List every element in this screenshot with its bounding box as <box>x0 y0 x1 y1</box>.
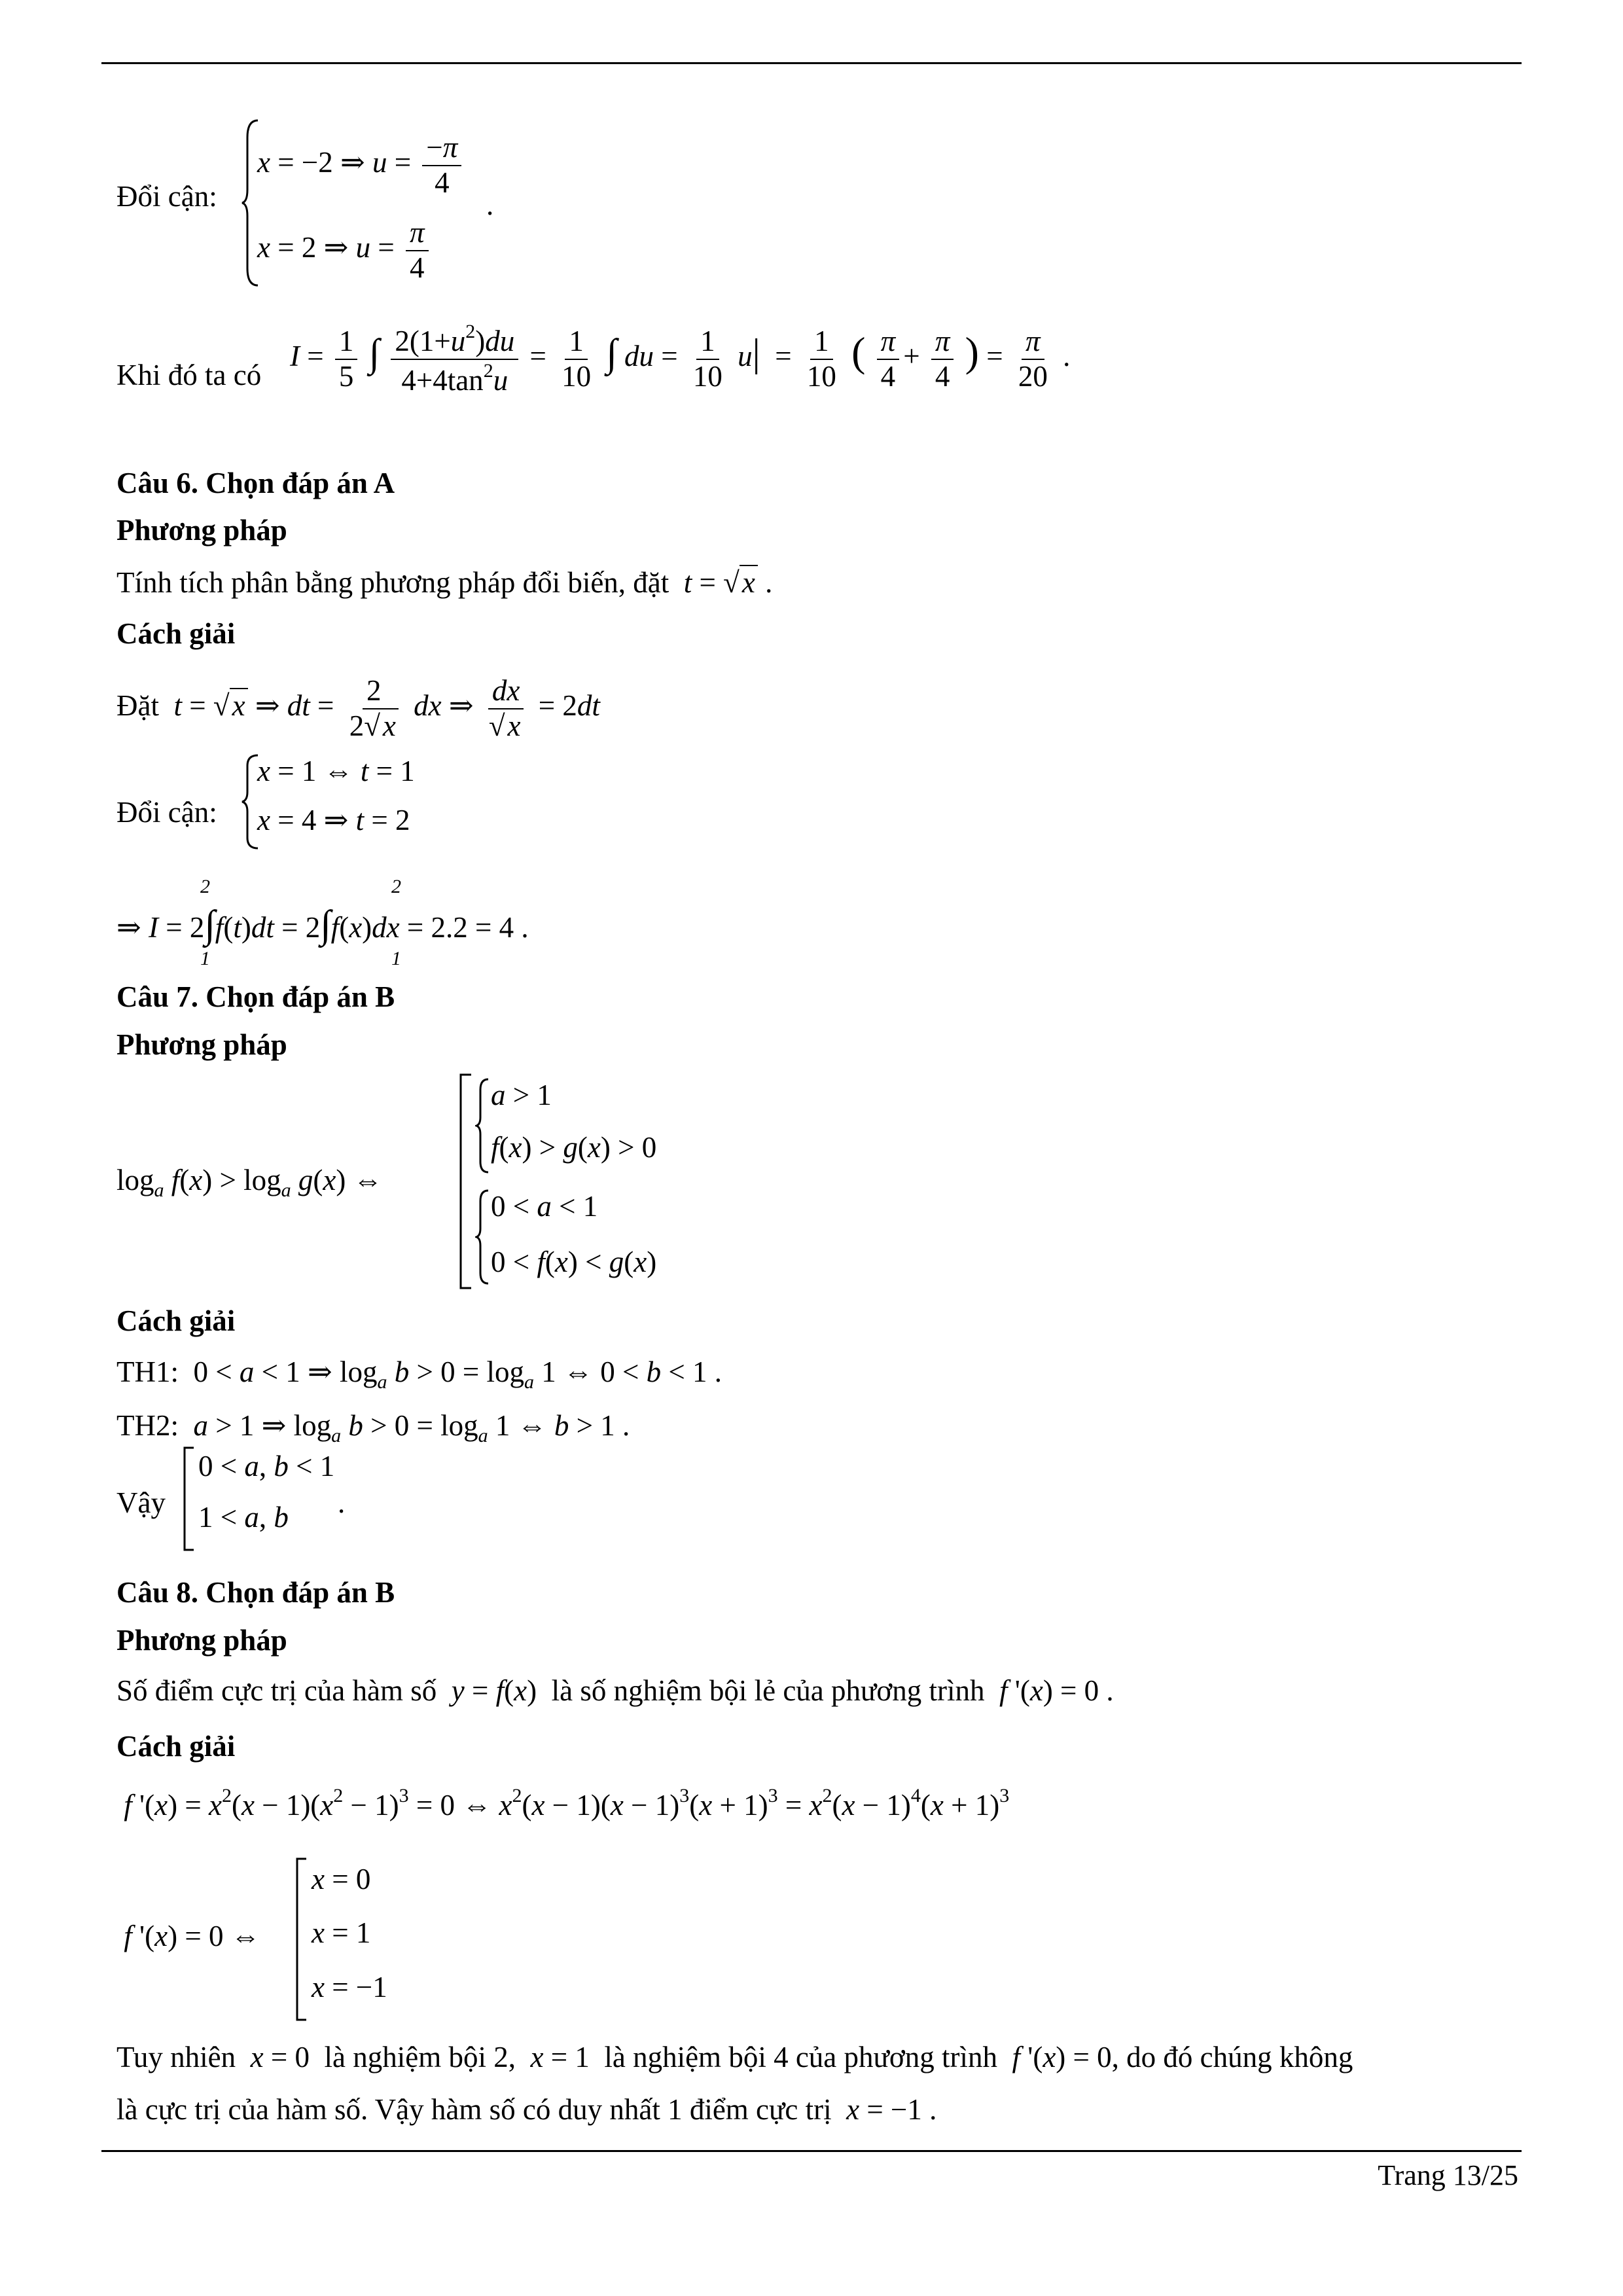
q7-method-heading: Phương pháp <box>116 1028 287 1061</box>
q6-solution-heading: Cách giải <box>116 617 236 650</box>
q6-substitution: Đặt t = √x ⇒ dt = $\frac{2}{2√x}$ dx ⇒ $\frac{dx}{√x}$ = 2dt <box>116 674 600 742</box>
q6-method-heading: Phương pháp <box>116 514 287 547</box>
q8-method-heading: Phương pháp <box>116 1624 287 1657</box>
q8-solution-heading: Cách giải <box>116 1730 236 1763</box>
q7-conclusion-label: Vậy <box>116 1486 166 1519</box>
bracket <box>458 1073 474 1289</box>
q6-result: ⇒ I = 2∫f(t)dt = 2∫f(x)dx = 2.2 = 4 . <box>116 903 529 946</box>
q7-log-rule: $\log_a f(x) > \log_a g(x)$ ⇔ <box>116 1164 383 1201</box>
left-brace <box>475 1077 490 1175</box>
bound-row-2: x = 2 ⇒ u = $\frac{\pi}{4}$ <box>257 216 433 285</box>
q8-conclusion-line-2: là cực trị của hàm số. Vậy hàm số có duy nhất 1 điểm cực trị x = −1 . <box>116 2093 937 2126</box>
left-brace <box>475 1188 490 1286</box>
footer-rule <box>101 2150 1522 2152</box>
q7-heading: Câu 7. Chọn đáp án B <box>116 980 395 1013</box>
page-number: Trang 13/25 <box>1378 2159 1518 2191</box>
header-rule <box>101 62 1522 64</box>
bound-row-1: x = −2 ⇒ u = $\frac{-\pi}{4}$ <box>257 131 465 200</box>
intro-khi-do-label: Khi đó ta có <box>116 359 262 391</box>
integral-result-u: I = $\frac{1}{5}$ ∫ $\frac{2(1+u^2)du}{4+4\tan^2u}$ = $\frac{1}{10}$ ∫ du = $\frac{1}{10}$ u| = $\frac{1}{10}$ ( $\frac{\pi}{4}$ + $\frac{\pi}{4}$ ) = $\frac{\pi}{20}$ . <box>290 321 1071 397</box>
q7-case-1: TH1: 0 < a < 1 ⇒ $\log_a b > 0 = \log_a 1$ ⇔ 0 < b < 1 . <box>116 1355 722 1393</box>
bracket <box>182 1446 196 1551</box>
q6-doi-can-label: Đổi cận: <box>116 796 217 829</box>
q6-method-text: Tính tích phân bằng phương pháp đổi biến, đặt t = √x . <box>116 566 773 599</box>
q6-bound-row-2: x = 4 ⇒ t = 2 <box>257 804 410 836</box>
q8-heading: Câu 8. Chọn đáp án B <box>116 1576 395 1609</box>
q6-bound-row-1: x = 1 ⇔ t = 1 <box>257 755 415 787</box>
intro-doi-can-label: Đổi cận: <box>116 180 217 213</box>
q8-conclusion-line-1: Tuy nhiên x = 0 là nghiệm bội 2, x = 1 là nghiệm bội 4 của phương trình f '(x) = 0, do đó chúng không <box>116 2041 1353 2073</box>
q8-derivative: f '$(x) = x^2(x - 1)(x^2 - 1)^3 = 0$ ⇔ $x^2(x - 1)(x - 1)^3(x + 1)^3 = x^2(x - 1)^4(x + 1)^3$ <box>124 1785 1010 1821</box>
q6-heading: Câu 6. Chọn đáp án A <box>116 467 395 499</box>
bracket <box>294 1857 309 2021</box>
q8-method-text: Số điểm cực trị của hàm số y = f(x) là số nghiệm bội lẻ của phương trình f '(x) = 0 . <box>116 1674 1114 1707</box>
q7-case-2: TH2: a > 1 ⇒ $\log_a b > 0 = \log_a 1$ ⇔ b > 1 . <box>116 1409 630 1446</box>
q8-roots-lhs: f '(x) = 0 ⇔ <box>124 1920 260 1952</box>
q7-solution-heading: Cách giải <box>116 1304 236 1337</box>
